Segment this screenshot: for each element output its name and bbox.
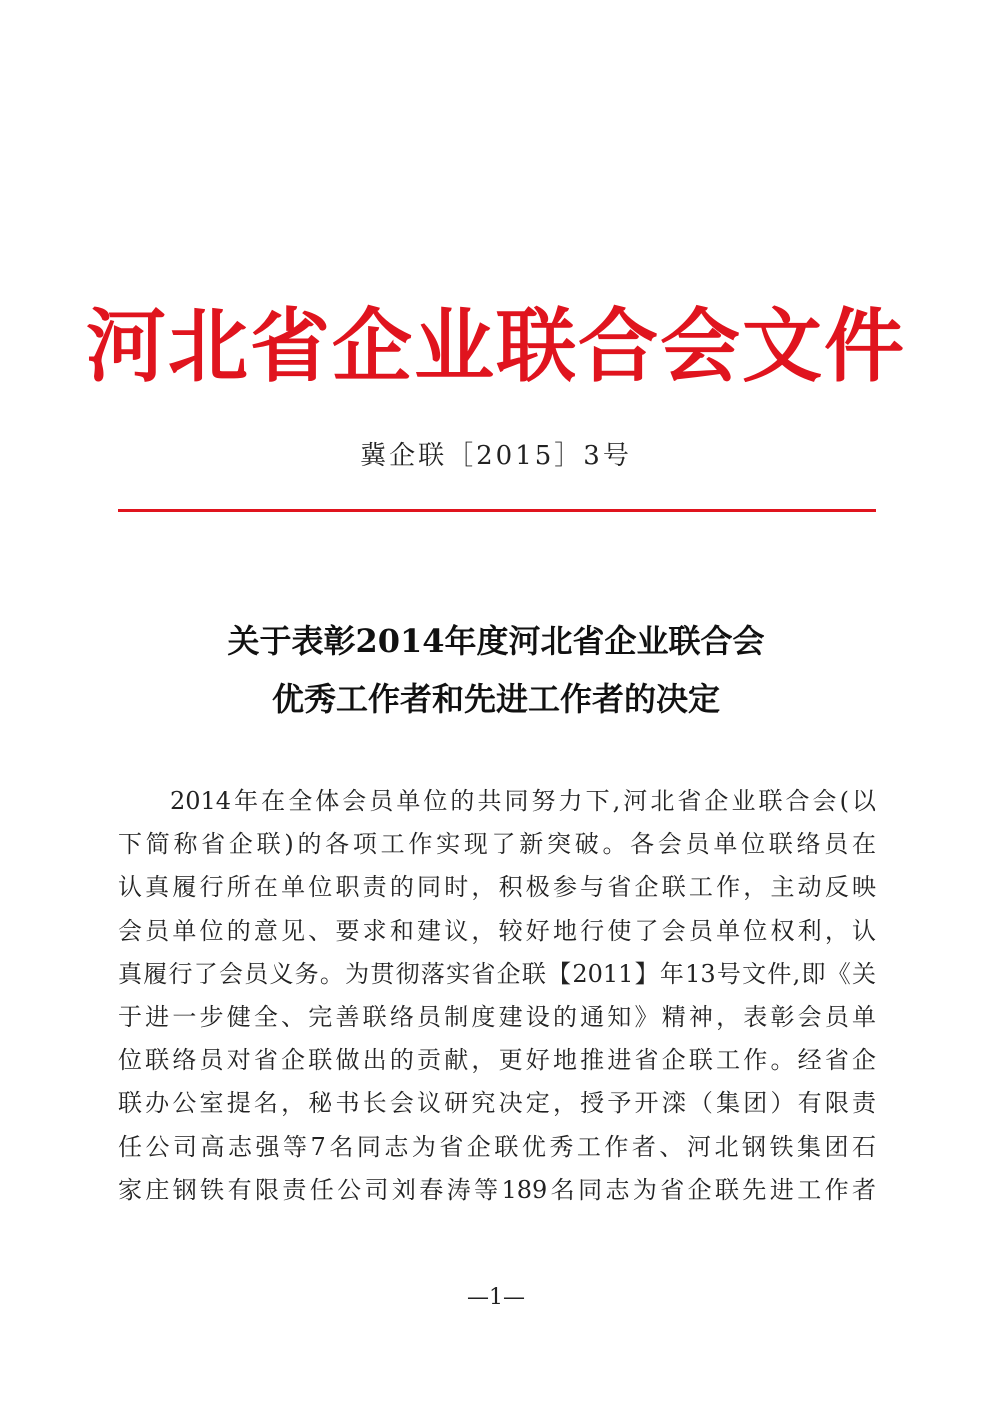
body-line: 2014年在全体会员单位的共同努力下,河北省企业联合会(以: [170, 787, 876, 815]
body-line: 认真履行所在单位职责的同时，积极参与省企联工作，主动反映: [118, 873, 876, 902]
body-line: 联办公室提名，秘书长会议研究决定，授予开滦（集团）有限责: [118, 1089, 876, 1118]
page-number: —1—: [467, 1285, 525, 1310]
body-line: 会员单位的意见、要求和建议，较好地行使了会员单位权利，认: [118, 916, 876, 945]
body-line: 位联络员对省企联做出的贡献，更好地推进省企联工作。经省企: [118, 1046, 876, 1075]
body-line: 家庄钢铁有限责任公司刘春涛等189名同志为省企联先进工作者: [118, 1175, 876, 1204]
body-line: 下简称省企联)的各项工作实现了新突破。各会员单位联络员在: [118, 830, 876, 859]
red-divider-line: [118, 509, 876, 512]
document-title: [0, 612, 992, 728]
body-line: 真履行了会员义务。为贯彻落实省企联【2011】年13号文件,即《关: [118, 959, 876, 988]
org-header-title: 河北省企业联合会文件: [86, 300, 906, 393]
document-body: [118, 780, 876, 1212]
document-number: 冀企联［2015］3号: [360, 441, 632, 471]
document-title-line-2: 优秀工作者和先进工作者的决定: [271, 680, 720, 718]
body-line: 于进一步健全、完善联络员制度建设的通知》精神，表彰会员单: [118, 1002, 876, 1031]
document-title-line-1: 关于表彰2014年度河北省企业联合会: [227, 622, 765, 660]
body-line: 任公司高志强等7名同志为省企联优秀工作者、河北钢铁集团石: [118, 1132, 876, 1161]
